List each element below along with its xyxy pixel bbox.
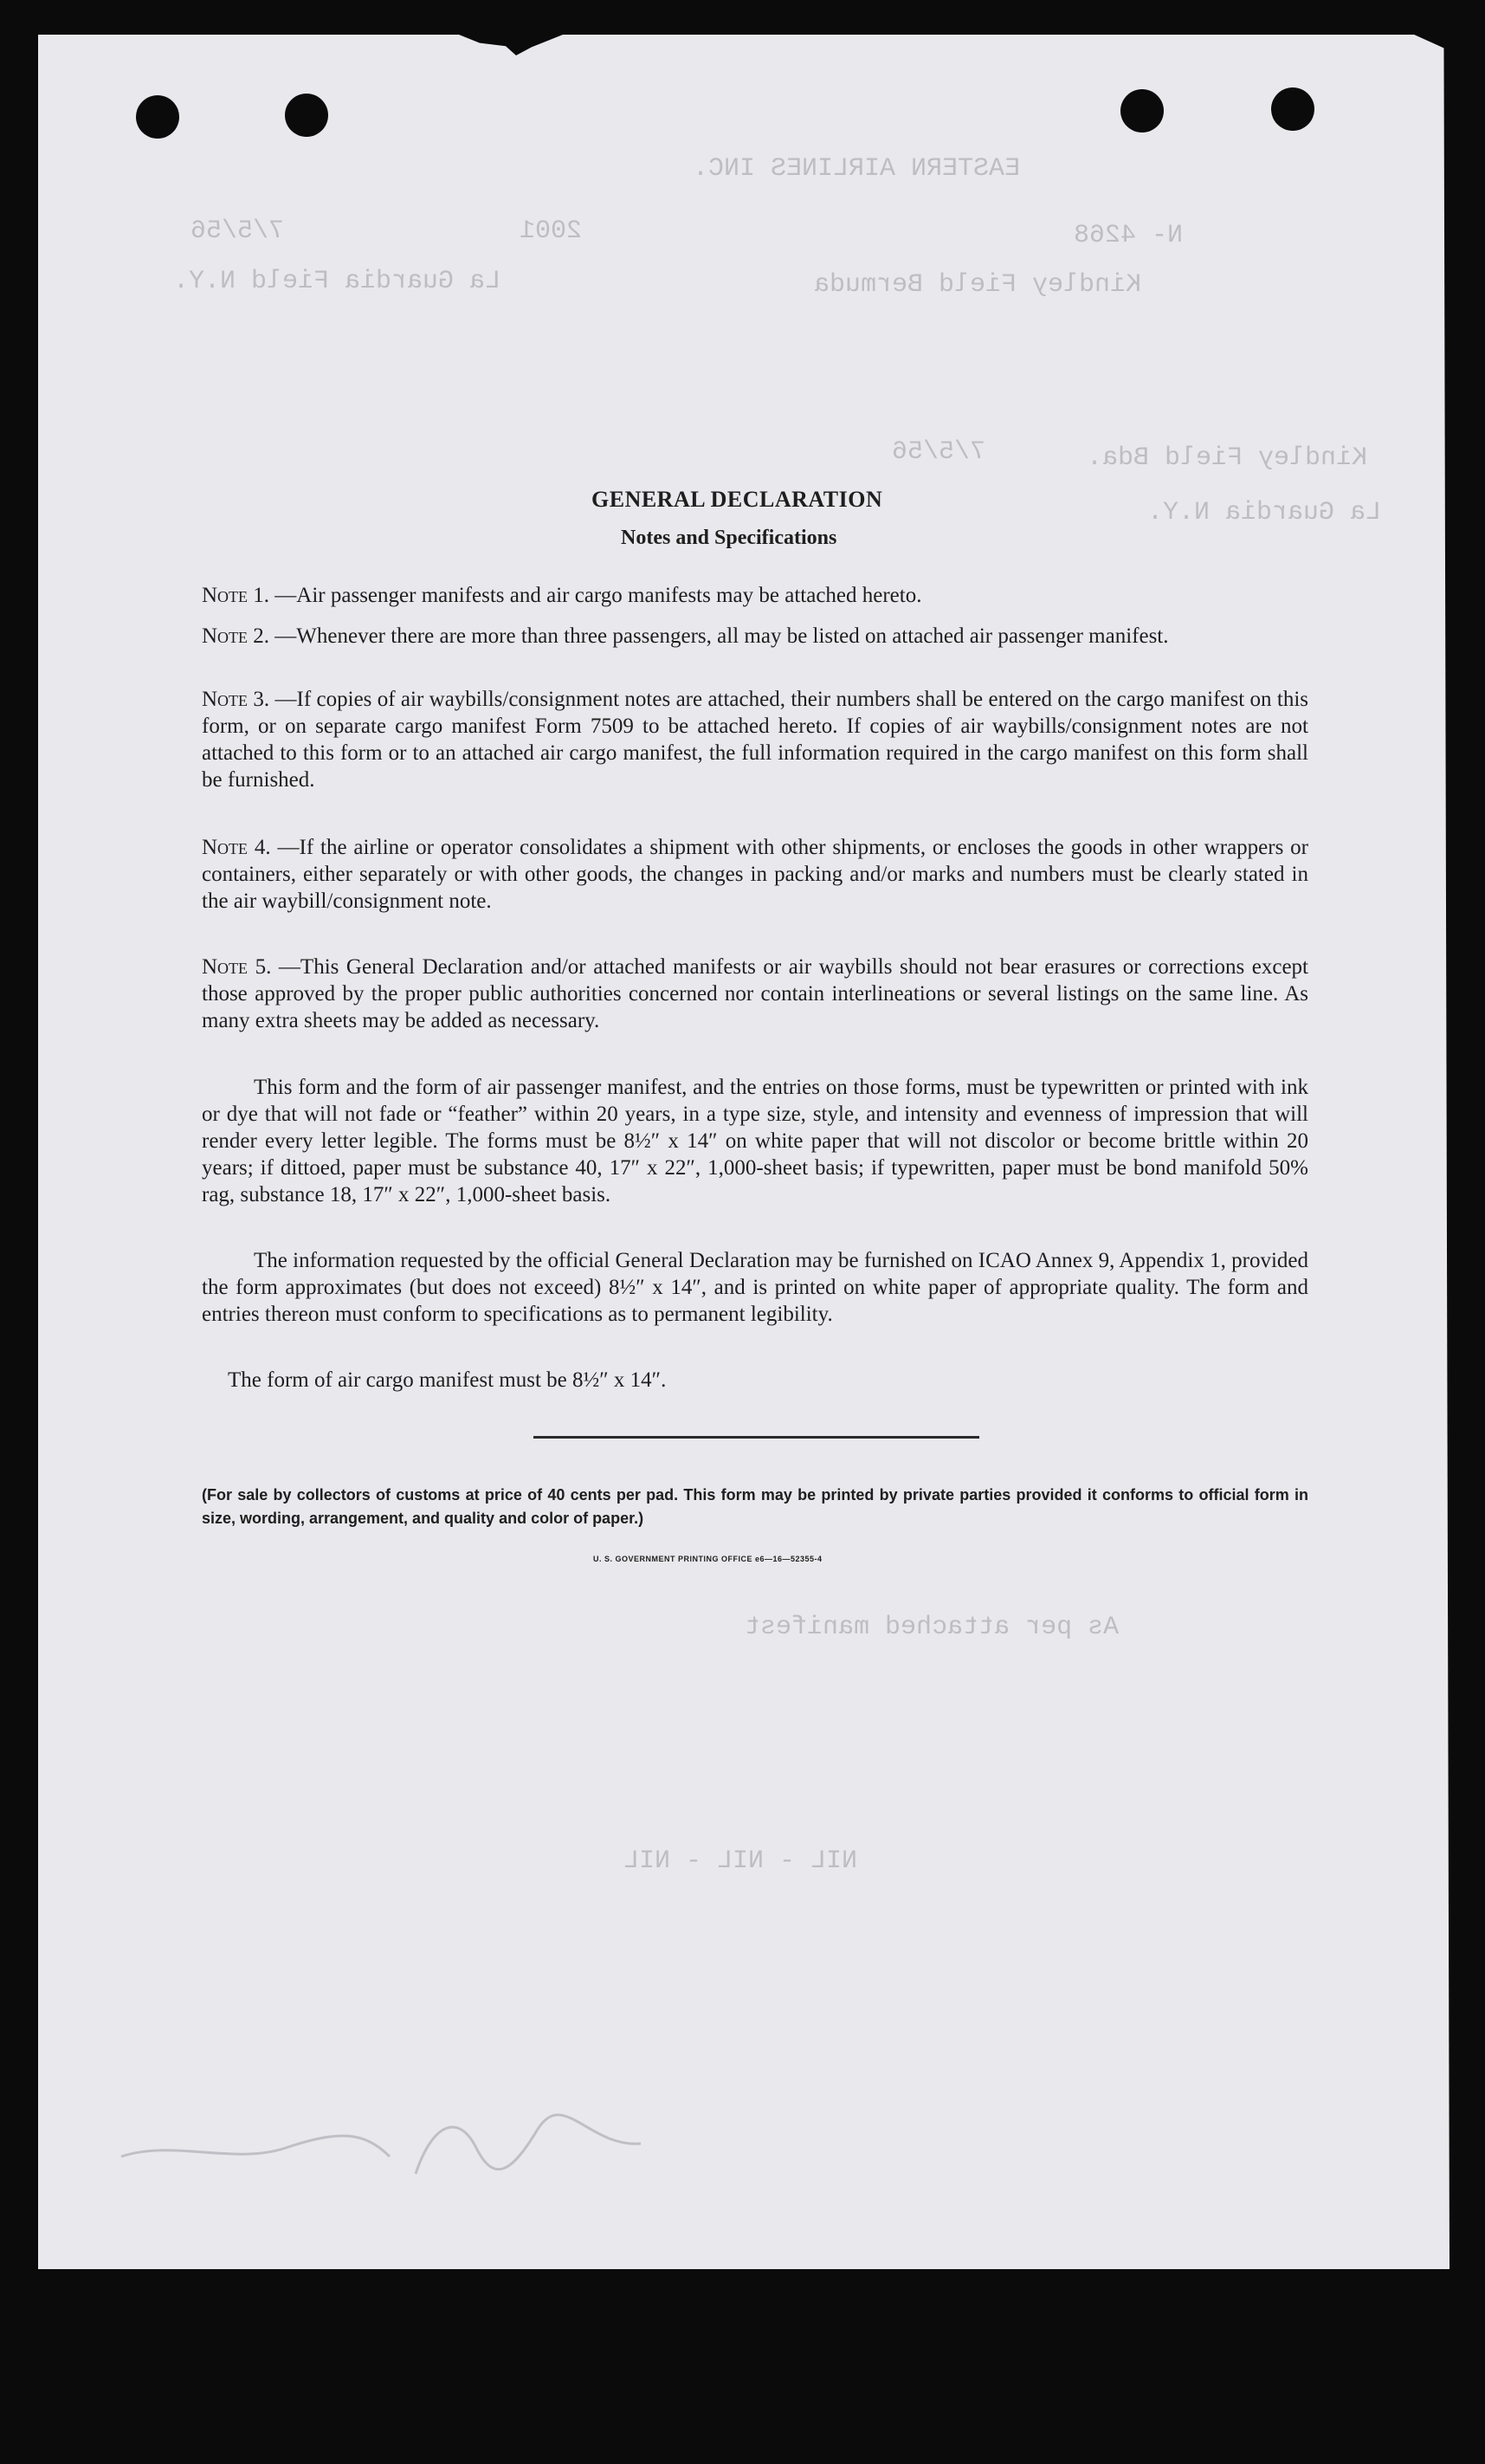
- note-label: Note 4.: [202, 836, 271, 859]
- reverse-date: 7/5/56: [190, 217, 285, 246]
- page-title: GENERAL DECLARATION: [591, 487, 883, 512]
- note-label: Note 2.: [202, 624, 270, 648]
- reverse-nil-marks: NIL - NIL - NIL: [623, 1846, 858, 1876]
- printing-office-line: U. S. GOVERNMENT PRINTING OFFICE e6—16—52355-4: [593, 1555, 823, 1563]
- cargo-manifest-paragraph: The form of air cargo manifest must be 8½″ x 14″.: [228, 1368, 667, 1392]
- note-label: Note 1.: [202, 584, 270, 607]
- reverse-flight-number: N- 4268: [1074, 221, 1184, 250]
- note-2: [202, 623, 1308, 650]
- note-text: —If the airline or operator consolidates a shipment with other shipments, or encloses the goods in other wrappers or containers, either separately or with other goods, the changes in packing and/or marks and numbers must be clearly stated in the air waybill/consignment note.: [202, 836, 1308, 913]
- reverse-flight-code: 2001: [520, 217, 583, 246]
- page-subtitle: Notes and Specifications: [621, 527, 837, 549]
- note-label: Note 3.: [202, 688, 270, 711]
- sale-notice: (For sale by collectors of customs at price of 40 cents per pad. This form may be printed by private parties provided it conforms to official form in size, wording, arrangement, and quality and color of paper.): [202, 1486, 1308, 1527]
- reverse-route-from: Kindley Field Bermuda: [814, 270, 1142, 300]
- divider-line: [533, 1436, 979, 1439]
- reverse-arrival-place: La Guardia N.Y.: [1147, 498, 1382, 527]
- note-5: [202, 954, 1308, 1034]
- reverse-date-2: 7/5/56: [892, 437, 986, 467]
- note-4: [202, 834, 1308, 915]
- note-text: —Whenever there are more than three passengers, all may be listed on attached air passenger manifest.: [274, 624, 1169, 648]
- note-text: —This General Declaration and/or attached manifests or air waybills should not bear erasures or corrections except those approved by the proper public authorities concerned nor contain interlineations or several listings on the same line. As many extra sheets may be added as necessary.: [202, 955, 1308, 1032]
- reverse-airline: EASTERN AIRLINES INC.: [693, 154, 1021, 184]
- reverse-cargo-note: As per attached manifest: [745, 1613, 1120, 1642]
- specification-paragraph: This form and the form of air passenger manifest, and the entries on those forms, must be typewritten or printed with ink or dye that will not fade or “feather” within 20 years, in a type size, style, and intensity and evenness of impression that will render every letter legible. The forms must be 8½″ x 14″ on white paper that will not discolor or become brittle within 20 years; if dittoed, paper must be substance 40, 17″ x 22″, 1,000-sheet basis; if typewritten, paper must be bond manifold 50% rag, substance 18, 17″ x 22″, 1,000-sheet basis.: [202, 1076, 1308, 1206]
- note-text: —Air passenger manifests and air cargo manifests may be attached hereto.: [274, 584, 922, 607]
- note-label: Note 5.: [202, 955, 272, 979]
- note-1: [202, 582, 1308, 609]
- punch-hole: [136, 95, 179, 139]
- note-3: [202, 686, 1308, 793]
- punch-hole: [1271, 87, 1314, 131]
- icao-paragraph: The information requested by the official General Declaration may be furnished on ICAO Annex 9, Appendix 1, provided the form approximates (but does not exceed) 8½″ x 14″, and is printed on white paper of appropriate quality. The form and entries thereon must conform to specifications as to permanent legibility.: [202, 1249, 1308, 1326]
- punch-hole: [1120, 89, 1164, 133]
- reverse-route-to: La Guardia Field N.Y.: [173, 267, 501, 296]
- punch-hole: [285, 94, 328, 137]
- reverse-departure-place: Kindley Field Bda.: [1087, 443, 1368, 473]
- reverse-signature-bleed: [104, 2096, 667, 2191]
- note-text: —If copies of air waybills/consignment notes are attached, their numbers shall be entered on the cargo manifest on this form, or on separate cargo manifest Form 7509 to be attached hereto. If copies of air waybills/consignment notes are not attached to this form or to an attached air cargo manifest, the full information required in the cargo manifest on this form shall be furnished.: [202, 688, 1308, 792]
